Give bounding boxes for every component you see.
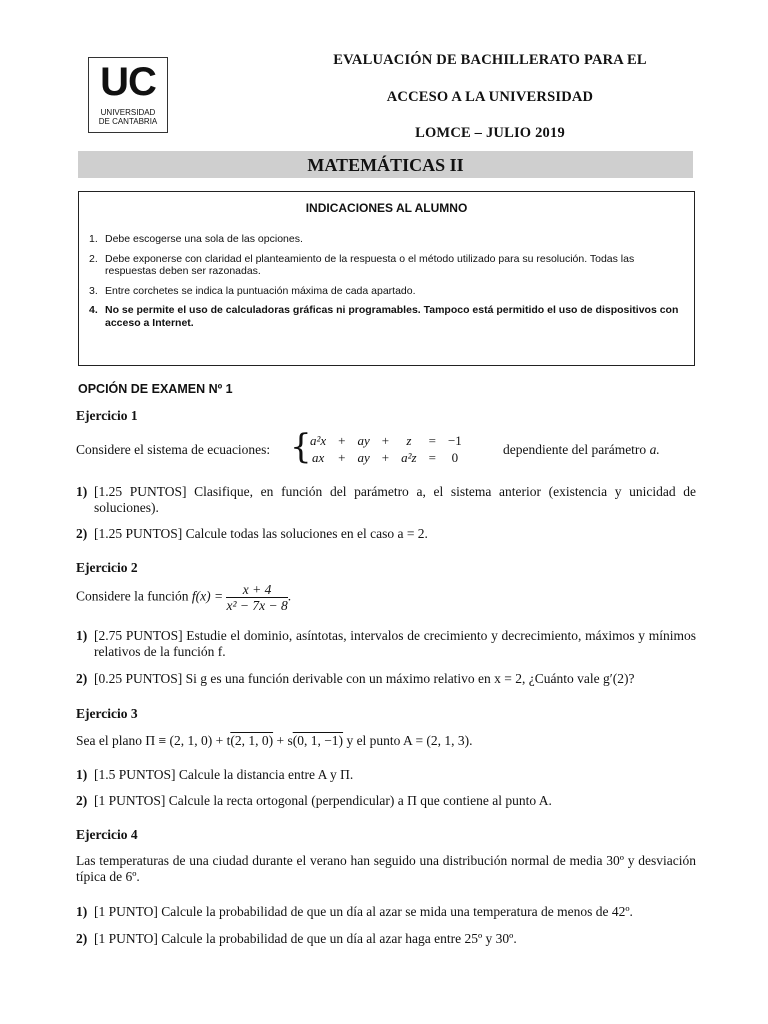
exercise-1-question-2: 2) [1.25 PUNTOS] Calcule todas las soluciones en el caso a = 2. [76,526,428,541]
instruction-item: 1. Debe escogerse una sola de las opciones. [89,233,303,245]
subject-title: MATEMÁTICAS II [78,151,693,178]
exercise-2-title: Ejercicio 2 [76,560,138,575]
instruction-item: 3. Entre corchetes se indica la puntuación máxima de cada apartado. [89,284,416,297]
exercise-1-dependency: dependiente del parámetro a. [503,442,660,457]
logo-line-1: UNIVERSIDAD [100,108,156,117]
exercise-2-question-1: 1) [2.75 PUNTOS] Estudie el dominio, asíntotas, intervalos de crecimiento y decrecimiento, máximos y mínimos relativos de la función f. [76,628,696,659]
function-fraction: $\frac{x + 4}{\text{x² − 7x − 8}}$ [226,582,288,613]
instruction-item: 4. No se permite el uso de calculadoras gráficas ni programables. Tampoco está permitido el uso de dispositivos con acceso a Internet. [89,304,679,329]
exercise-3-intro: Sea el plano Π ≡ (2, 1, 0) + t(2, 1, 0) + s(0, 1, −1) y el punto A = (2, 1, 3). [76,733,473,748]
option-title: OPCIÓN DE EXAMEN Nº 1 [78,382,233,396]
exercise-2-question-2: 2) [0.25 PUNTOS] Si g es una función derivable con un máximo relativo en x = 2, ¿Cuánto vale g′(2)? [76,671,635,686]
instruction-item: 2. Debe exponerse con claridad el planteamiento de la respuesta o el método utilizado para su resolución. Todas las respuestas deben ser razonadas. [89,252,635,277]
exercise-4-title: Ejercicio 4 [76,827,138,842]
exercise-3-title: Ejercicio 3 [76,706,138,721]
exercise-4-question-1: 1) [1 PUNTO] Calcule la probabilidad de que un día al azar se mida una temperatura de menos de 42º. [76,904,633,919]
instructions-list [79,233,694,329]
vector-1: (2, 1, 0) [230,733,274,748]
equation-row: ax + ay + a²z = 0 [311,450,459,465]
exercise-3-question-2: 2) [1 PUNTOS] Calcule la recta ortogonal (perpendicular) a Π que contiene al punto A. [76,793,552,808]
logo-line-2: DE CANTABRIA [98,117,158,126]
header-line-1: EVALUACIÓN DE BACHILLERATO PARA EL [333,52,647,68]
exercise-4-intro: Las temperaturas de una ciudad durante el verano han seguido una distribución normal de media 30º y desviación típica de 6º. [76,853,696,884]
exercise-3-question-1: 1) [1.5 PUNTOS] Calcule la distancia entre A y Π. [76,767,354,782]
university-logo [88,57,168,133]
logo-university-name [89,108,167,126]
instructions-title: INDICACIONES AL ALUMNO [305,201,468,215]
instructions-box [78,191,695,366]
exercise-4-question-2: 2) [1 PUNTO] Calcule la probabilidad de que un día al azar haga entre 25º y 30º. [76,931,517,946]
exercise-1-question-1: 1) [1.25 PUNTOS] Clasifique, en función del parámetro a, el sistema anterior (existencia y unicidad de soluciones). [76,484,696,515]
logo-mark: UC [100,60,156,104]
brace-symbol: { [290,427,312,467]
exercise-1-intro: Considere el sistema de ecuaciones: [76,442,271,457]
vector-2: (0, 1, −1) [292,733,344,748]
exercise-1-title: Ejercicio 1 [76,408,138,423]
header-line-2: ACCESO A LA UNIVERSIDAD [386,89,594,105]
header-line-3: LOMCE – JULIO 2019 [415,125,565,141]
equation-row: a²x + ay + z = −1 [310,433,462,448]
exercise-2-intro: Considere la función f(x) = $\frac{x + 4}{\text{x² − 7x − 8}}$ . [76,582,292,613]
